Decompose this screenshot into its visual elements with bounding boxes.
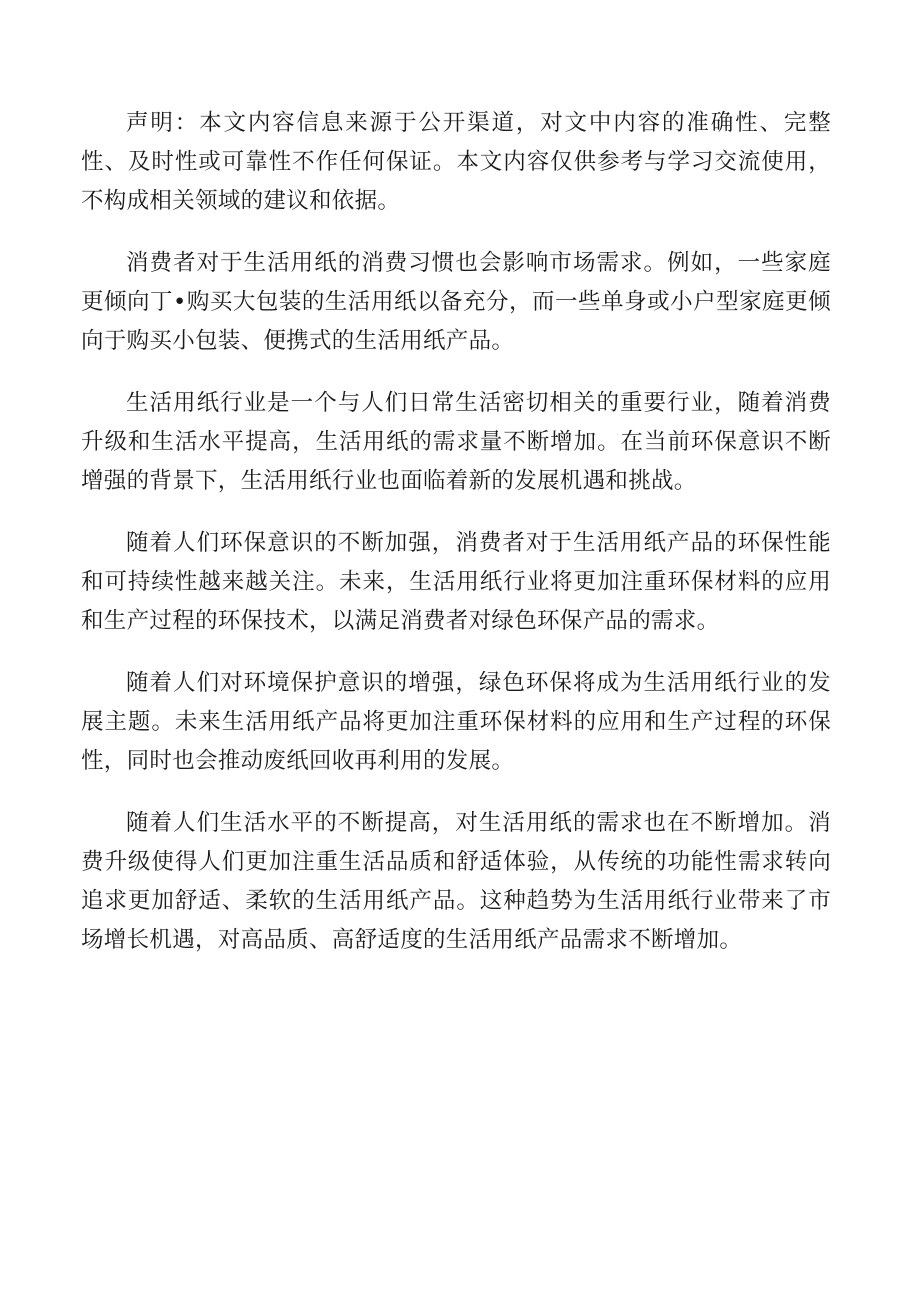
disclaimer-paragraph: 声明：本文内容信息来源于公开渠道，对文中内容的准确性、完整性、及时性或可靠性不作任何保证。本文内容仅供参考与学习交流使用，不构成相关领域的建议和依据。	[81, 110, 831, 214]
body-paragraph: 随着人们生活水平的不断提高，对生活用纸的需求也在不断增加。消费升级使得人们更加注重生活品质和舒适体验，从传统的功能性需求转向追求更加舒适、柔软的生活用纸产品。这种趋势为生活用纸行业带来了市场增长机遇，对高品质、高舒适度的生活用纸产品需求不断增加。	[81, 810, 831, 953]
body-paragraph: 随着人们对环境保护意识的增强，绿色环保将成为生活用纸行业的发展主题。未来生活用纸产品将更加注重环保材料的应用和生产过程的环保性，同时也会推动废纸回收再利用的发展。	[81, 670, 831, 774]
body-paragraph: 随着人们环保意识的不断加强，消费者对于生活用纸产品的环保性能和可持续性越来越关注。未来，生活用纸行业将更加注重环保材料的应用和生产过程的环保技术，以满足消费者对绿色环保产品的需求。	[81, 530, 831, 634]
document-page	[81, 104, 831, 983]
body-paragraph: 消费者对于生活用纸的消费习惯也会影响市场需求。例如，一些家庭更倾向丁•购买大包装的生活用纸以备充分，而一些单身或小户型家庭更倾向于购买小包装、便携式的生活用纸产品。	[81, 250, 831, 354]
body-paragraph: 生活用纸行业是一个与人们日常生活密切相关的重要行业，随着消费升级和生活水平提高，生活用纸的需求量不断增加。在当前环保意识不断增强的背景下，生活用纸行业也面临着新的发展机遇和挑战。	[81, 390, 831, 494]
